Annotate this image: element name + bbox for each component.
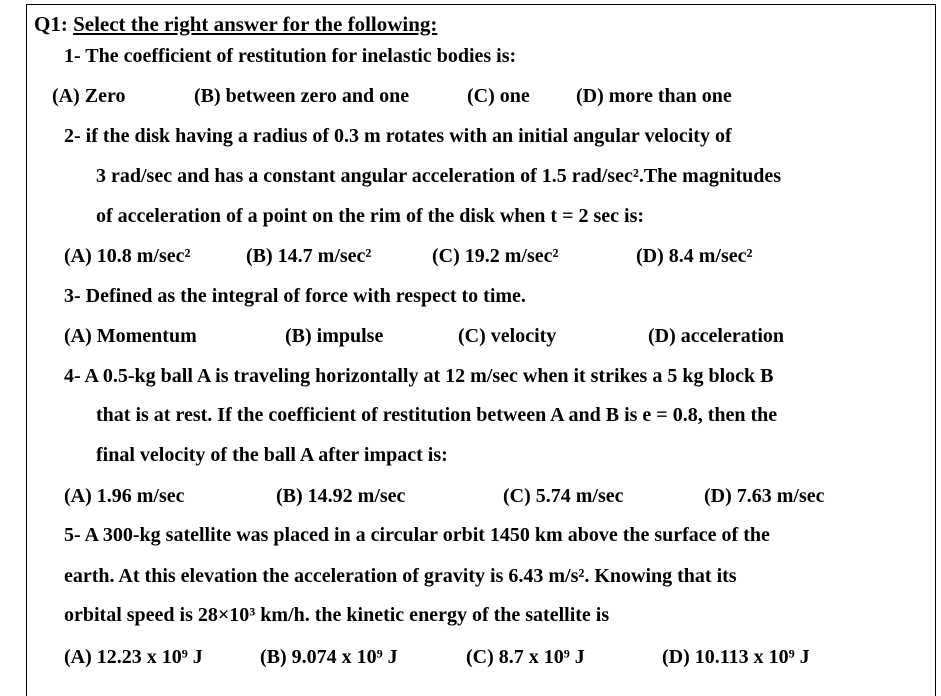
q3-option-a: (A) Momentum <box>64 325 197 347</box>
question-3-text: 3- Defined as the integral of force with respect to time. <box>64 285 526 307</box>
question-5-line-2: earth. At this elevation the acceleration of gravity is 6.43 m/s². Knowing that its <box>64 565 737 587</box>
question-2-line-2: 3 rad/sec and has a constant angular acceleration of 1.5 rad/sec².The magnitudes <box>96 165 782 187</box>
q1-option-c: (C) one <box>467 85 530 107</box>
q5-option-c: (C) 8.7 x 10⁹ J <box>466 646 585 668</box>
q3-option-b: (B) impulse <box>285 325 384 347</box>
q1-option-a: (A) Zero <box>52 85 126 107</box>
title-text: Select the right answer for the following: <box>73 12 438 36</box>
q4-option-a: (A) 1.96 m/sec <box>64 485 185 507</box>
q4-option-c: (C) 5.74 m/sec <box>503 485 624 507</box>
question-5-line-3: orbital speed is 28×10³ km/h. the kinetic energy of the satellite is <box>64 604 610 626</box>
q5-option-d: (D) 10.113 x 10⁹ J <box>662 646 810 668</box>
q4-option-b: (B) 14.92 m/sec <box>276 485 406 507</box>
q5-option-a: (A) 12.23 x 10⁹ J <box>64 646 203 668</box>
q2-option-d: (D) 8.4 m/sec² <box>636 245 753 267</box>
question-2-line-1: 2- if the disk having a radius of 0.3 m rotates with an initial angular velocity of <box>64 125 732 147</box>
page-title <box>34 12 437 36</box>
q2-option-b: (B) 14.7 m/sec² <box>246 245 372 267</box>
q1-option-d: (D) more than one <box>576 85 732 107</box>
q4-option-d: (D) 7.63 m/sec <box>704 485 825 507</box>
q2-option-a: (A) 10.8 m/sec² <box>64 245 191 267</box>
question-4-line-3: final velocity of the ball A after impact is: <box>96 444 448 466</box>
q2-option-c: (C) 19.2 m/sec² <box>432 245 559 267</box>
question-2-line-3: of acceleration of a point on the rim of the disk when t = 2 sec is: <box>96 205 645 227</box>
q5-option-b: (B) 9.074 x 10⁹ J <box>260 646 398 668</box>
q3-option-c: (C) velocity <box>458 325 557 347</box>
question-1-text: 1- The coefficient of restitution for inelastic bodies is: <box>64 45 517 67</box>
title-prefix: Q1: <box>34 12 74 36</box>
question-4-line-1: 4- A 0.5-kg ball A is traveling horizontally at 12 m/sec when it strikes a 5 kg block B <box>64 365 774 387</box>
question-4-line-2: that is at rest. If the coefficient of restitution between A and B is e = 0.8, then the <box>96 404 778 426</box>
q3-option-d: (D) acceleration <box>648 325 785 347</box>
question-5-line-1: 5- A 300-kg satellite was placed in a circular orbit 1450 km above the surface of the <box>64 524 770 546</box>
q1-option-b: (B) between zero and one <box>194 85 410 107</box>
